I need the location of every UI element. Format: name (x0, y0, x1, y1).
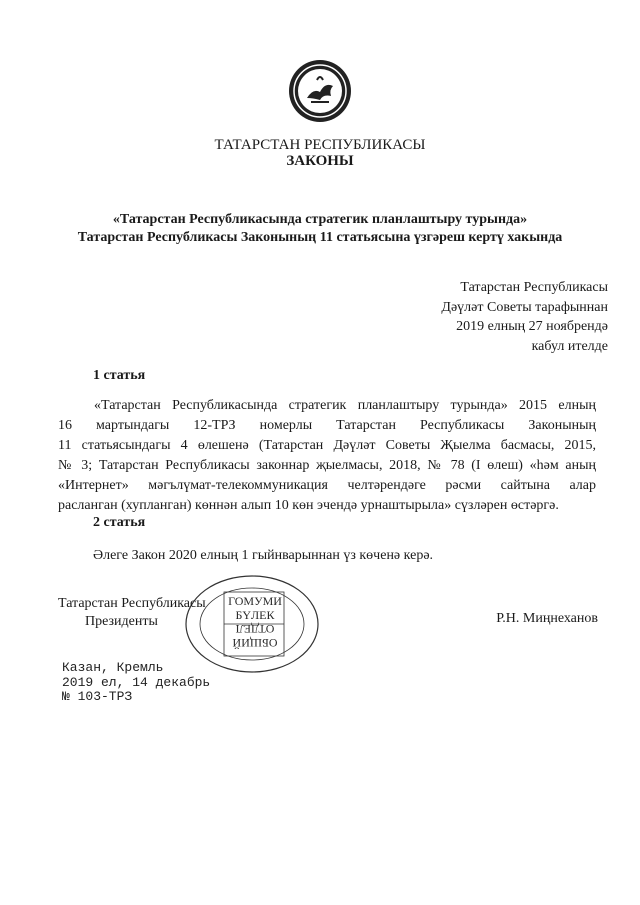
signatory-name: Р.Н. Миңнеханов (496, 611, 598, 626)
stamp-line: ОБЩИЙ (232, 636, 278, 650)
article2-heading: 2 статья (93, 515, 146, 530)
article1-line: № 3; Татарстан Республикасы законнар җыелмасы, 2018, № 78 (I өлеш) «һәм аның (58, 458, 596, 473)
signatory-title-line2: Президенты (85, 614, 158, 629)
registration-date: 2019 ел, 14 декабрь (62, 674, 211, 690)
stamp-line: БҮЛЕК (235, 608, 275, 622)
law-title-line1: «Татарстан Республикасында стратегик планлаштыру турында» (112, 212, 528, 227)
registration-number: № 103-ТРЗ (62, 689, 133, 704)
article1-line: «Интернет» мәгълүмат-телекоммуникация челтәрендәге рәсми сайтына алар (58, 478, 596, 493)
adoption-line: Дәүләт Советы тарафыннан (441, 299, 608, 315)
article1-line: 11 статьясындагы 4 өлешенә (Татарстан Дәүләт Советы Җыелма басмасы, 2015, (58, 438, 596, 453)
adoption-line: 2019 елның 27 ноябрендә (456, 319, 608, 334)
stamp-line: ОТДЕЛ (235, 622, 275, 636)
law-title-line2: Татарстан Республикасы Законының 11 статьясына үзгәреш кертү хакында (77, 230, 563, 245)
registration-block (62, 661, 210, 705)
adoption-line: кабул ителде (531, 338, 608, 354)
stamp-text (226, 594, 284, 650)
article1-line: 16 мартындагы 12-ТРЗ номерлы Татарстан Республикасы Законының (58, 418, 596, 433)
signatory-title-line1: Татарстан Республикасы (58, 596, 206, 611)
article1-line: расланган (хупланган) көннән алып 10 көн эчендә урнаштырыла» сүзләрен өстәргә. (58, 498, 559, 513)
header-republic: ТАТАРСТАН РЕСПУБЛИКАСЫ (214, 137, 426, 153)
coat-of-arms-emblem (287, 58, 353, 124)
article1-line: «Татарстан Республикасында стратегик планлаштыру турында» 2015 елның (94, 398, 596, 413)
adoption-block (308, 278, 608, 356)
article1-text (58, 396, 596, 516)
registration-place: Казан, Кремль (62, 660, 164, 675)
article1-heading: 1 статья (93, 368, 146, 383)
header-law: ЗАКОНЫ (286, 153, 354, 169)
adoption-line: Татарстан Республикасы (460, 280, 608, 295)
stamp-line: ГОМУМИ (228, 594, 282, 608)
article2-text: Әлеге Закон 2020 елның 1 гыйнварыннан үз көченә керә. (93, 548, 434, 563)
